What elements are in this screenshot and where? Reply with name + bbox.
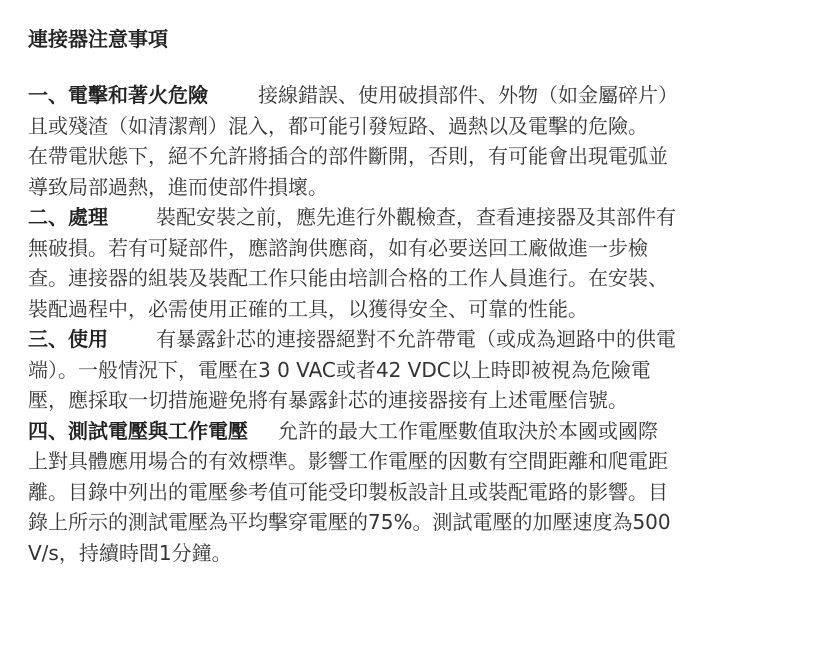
section-1-text: 接線錯誤、使用破損部件、外物（如金屬碎片）: [258, 83, 678, 107]
section-1-line-1: [28, 80, 815, 111]
section-2-heading: 二、處理: [28, 205, 108, 229]
section-3-heading: 三、使用: [28, 327, 108, 351]
section-4-text: 允許的最大工作電壓數值取決於本國或國際: [278, 418, 658, 443]
section-3-line-1: [28, 324, 815, 355]
section-1-line-4: 導致局部過熱，進而使部件損壞。: [28, 174, 328, 199]
section-3-text: 有暴露針芯的連接器絕對不允許帶電（或成為迴路中的供電: [156, 327, 676, 351]
section-3-line-2: 端）。一般情況下，電壓在3 0 VAC或者42 VDC以上時即被視為危險電: [28, 357, 651, 382]
section-4-line-2: 上對具體應用場合的有效標準。影響工作電壓的因數有空間距離和爬電距: [28, 449, 668, 473]
section-3-line-3: 壓，應採取一切措施避免將有暴露針芯的連接器接有上述電壓信號。: [28, 388, 628, 412]
section-2-line-2: 無破損。若有可疑部件，應諮詢供應商，如有必要送回工廠做進一步檢: [28, 235, 648, 260]
section-4-heading: 四、測試電壓與工作電壓: [28, 418, 248, 443]
document-body: [28, 80, 815, 568]
section-2-line-3: 查。連接器的組裝及裝配工作只能由培訓合格的工作人員進行。在安裝、: [28, 266, 668, 290]
section-2-text: 裝配安裝之前，應先進行外觀檢查，查看連接器及其部件有: [156, 205, 676, 229]
document-title: 連接器注意事項: [28, 27, 168, 51]
section-1-heading: 一、電擊和著火危險: [28, 83, 208, 107]
section-2-line-4: 裝配過程中，必需使用正確的工具，以獲得安全、可靠的性能。: [28, 296, 588, 321]
section-4-line-1: [28, 416, 815, 447]
section-1-line-2: 且或殘渣（如清潔劑）混入，都可能引發短路、過熱以及電擊的危險。: [28, 113, 648, 138]
section-4-line-3: 離。目錄中列出的電壓參考值可能受印製板設計且或裝配電路的影響。目: [28, 479, 668, 504]
section-2-line-1: [28, 202, 815, 233]
section-1-line-3: 在帶電狀態下，絕不允許將插合的部件斷開，否則，有可能會出現電弧並: [28, 144, 668, 168]
section-4-line-5: V/s，持續時間1分鐘。: [28, 540, 232, 565]
section-4-line-4: 錄上所示的測試電壓為平均擊穿電壓的75%。測試電壓的加壓速度為500: [28, 510, 671, 534]
